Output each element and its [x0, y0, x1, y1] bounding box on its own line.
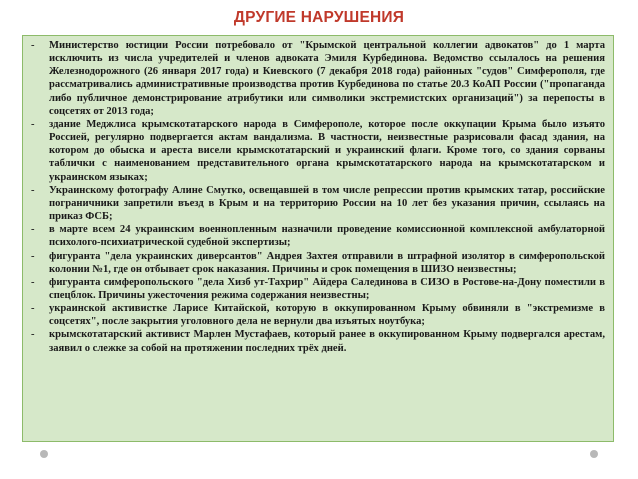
list-item-text: здание Меджлиса крымскотатарского народа в Симферополе, которое после оккупации Крыма было изъято Россией, регулярно подвергается актам вандализма. В частности, неизвестные разрисовали фасад здания, на котором до обыска и ареста висели крымскотатарский и украинский флаги. Кроме того, со здания сорваны таблички с наименованием представительного органа крымскотатарского народа на крымскотатарском и украинском языках;	[49, 118, 605, 183]
bullet-dash: -	[31, 224, 35, 236]
bullet-dash: -	[31, 250, 35, 262]
bullet-dash: -	[31, 184, 35, 196]
list-item-text: Украинскому фотографу Алине Смутко, освещавшей в том числе репрессии против крымских татар, российские пограничники запретили въезд в Крым и на территорию России на 10 лет без указания причин, ссылаясь на приказ ФСБ;	[49, 184, 605, 223]
bullet-dash: -	[31, 40, 35, 51]
list-item-text: фигуранта "дела украинских диверсантов" Андрея Захтея отправили в штрафной изолятор в симферопольской колонии №1, где он отбывает срок наказания. Причины и срок помещения в ШИЗО неизвестны;	[49, 250, 605, 275]
list-item-text: фигуранта симферопольского "дела Хизб ут-Тахрир" Айдера Салединова в СИЗО в Ростове-на-Дону поместили в спецблок. Причины ужесточения режима содержания неизвестны;	[49, 276, 605, 301]
page-title: ДРУГИЕ НАРУШЕНИЯ	[233, 9, 405, 26]
bullet-dash: -	[31, 303, 35, 315]
list-item-text: украинской активистке Ларисе Китайской, которую в оккупированном Крыму обвиняли в "экстремизме в соцсетях", после закрытия уголовного дела не вернули два изъятых ноутбука;	[49, 303, 605, 328]
bullet-dash: -	[31, 329, 35, 341]
slide-footer-decoration	[0, 446, 638, 460]
decorative-dot-right	[590, 450, 598, 458]
list-item	[29, 223, 605, 249]
bullet-dash: -	[31, 276, 35, 288]
list-item-text: Министерство юстиции России потребовало от "Крымской центральной коллегии адвокатов" до 1 марта исключить из числа учредителей и членов адвоката Эмиля Курбединова. Ведомство ссылалось на решения Железнодорожного (26 января 2017 года) и Киевского (7 декабря 2018 года) районных "судов" Симферополя, где рассматривались административные производства против Курбединова по статье 20.3 КоАП России ("пропаганда либо публичное демонстрирование атрибутики или символики экстремистских организаций") за перепосты в соцсетях от 2013 года;	[49, 40, 605, 117]
list-item	[29, 328, 605, 354]
bullet-dash: -	[31, 118, 35, 130]
violations-list	[29, 39, 605, 355]
list-item	[29, 39, 605, 118]
list-item-text: в марте всем 24 украинским военнопленным назначили проведение комиссионной комплексной амбулаторной психолого-психиатрической судебной экспертизы;	[49, 224, 605, 249]
content-box	[22, 35, 614, 442]
list-item-text: крымскотатарский активист Марлен Мустафаев, который ранее в оккупированном Крыму подвергался арестам, заявил о слежке за собой на протяжении последних трёх дней.	[49, 329, 605, 354]
list-item	[29, 250, 605, 276]
list-item	[29, 302, 605, 328]
decorative-dot-left	[40, 450, 48, 458]
list-item	[29, 276, 605, 302]
list-item	[29, 118, 605, 184]
list-item	[29, 184, 605, 223]
